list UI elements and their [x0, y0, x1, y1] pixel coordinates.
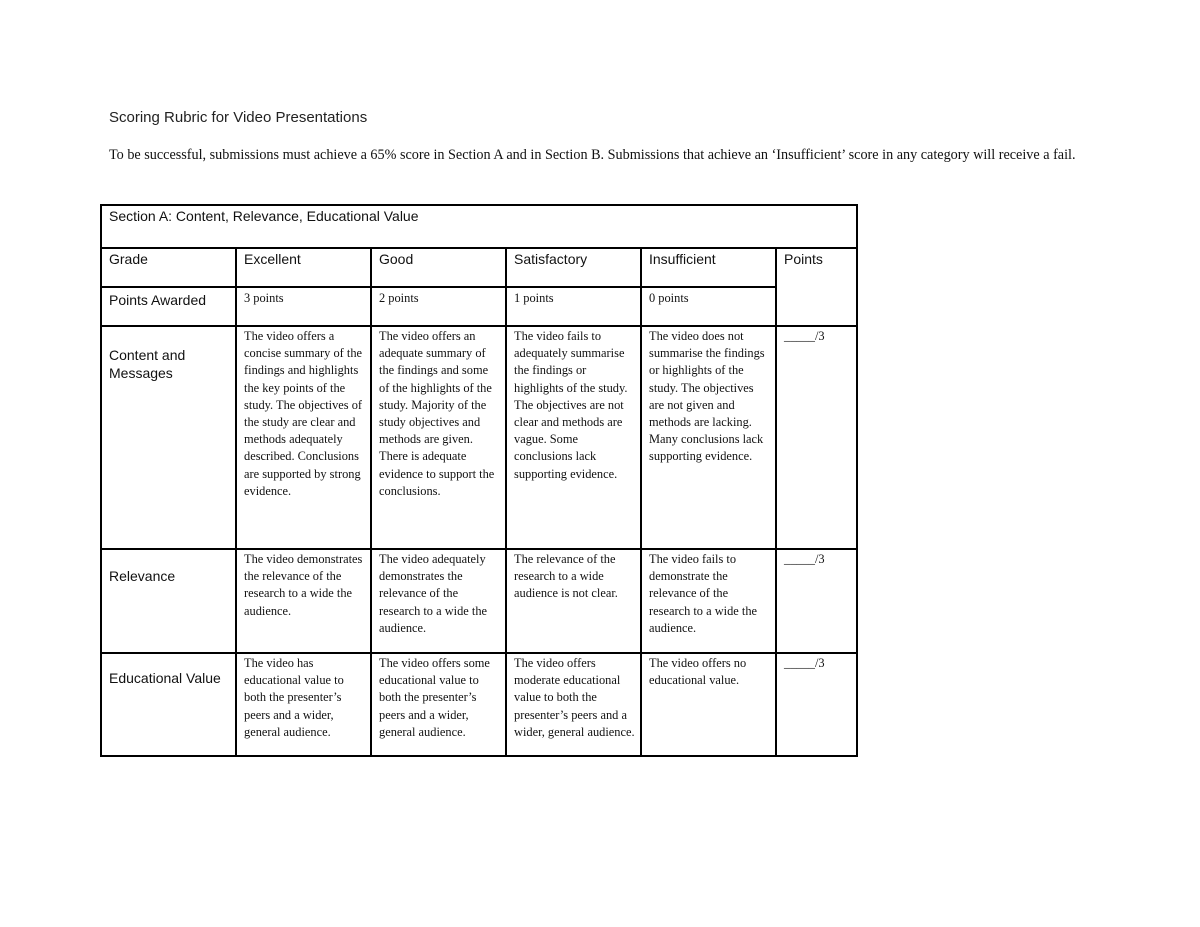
intro-paragraph: To be successful, submissions must achieve a 65% score in Section A and in Section B. Submissions that achieve an ‘Insufficient’ score in any category will receive a fail.: [109, 147, 1076, 163]
criterion-relevance: Relevance: [101, 549, 236, 653]
points-excellent: 3 points: [236, 287, 371, 326]
cell-insufficient: The video does not summarise the findings or highlights of the study. The objectives are not given and methods are lacking. Many conclusions lack supporting evidence.: [641, 326, 776, 549]
points-awarded-row: [101, 287, 857, 326]
header-satisfactory: Satisfactory: [506, 248, 641, 287]
cell-satisfactory: The video offers moderate educational value to both the presenter’s peers and a wider, general audience.: [506, 653, 641, 756]
cell-insufficient: The video offers no educational value.: [641, 653, 776, 756]
cell-excellent: The video demonstrates the relevance of the research to a wide the audience.: [236, 549, 371, 653]
points-input-educational[interactable]: _____/3: [776, 653, 857, 756]
header-insufficient: Insufficient: [641, 248, 776, 287]
cell-insufficient: The video fails to demonstrate the relevance of the research to a wide the audience.: [641, 549, 776, 653]
grade-header-row: [101, 248, 857, 287]
section-title: Section A: Content, Relevance, Educational Value: [101, 205, 857, 248]
document-title: Scoring Rubric for Video Presentations: [109, 109, 368, 126]
cell-satisfactory: The video fails to adequately summarise the findings or highlights of the study. The objectives are not clear and methods are vague. Some conclusions lack supporting evidence.: [506, 326, 641, 549]
header-grade: Grade: [101, 248, 236, 287]
table-row: [101, 549, 857, 653]
header-good: Good: [371, 248, 506, 287]
points-good: 2 points: [371, 287, 506, 326]
table-row: [101, 653, 857, 756]
points-input-content[interactable]: _____/3: [776, 326, 857, 549]
points-insufficient: 0 points: [641, 287, 776, 326]
header-excellent: Excellent: [236, 248, 371, 287]
cell-good: The video adequately demonstrates the relevance of the research to a wide the audience.: [371, 549, 506, 653]
points-input-relevance[interactable]: _____/3: [776, 549, 857, 653]
cell-good: The video offers some educational value to both the presenter’s peers and a wider, general audience.: [371, 653, 506, 756]
cell-satisfactory: The relevance of the research to a wide audience is not clear.: [506, 549, 641, 653]
criterion-educational-value: Educational Value: [101, 653, 236, 756]
criterion-content-messages: Content and Messages: [101, 326, 236, 549]
cell-excellent: The video offers a concise summary of the findings and highlights the key points of the study. The objectives of the study are clear and methods adequately described. Conclusions are supported by strong evidence.: [236, 326, 371, 549]
cell-excellent: The video has educational value to both the presenter’s peers and a wider, general audience.: [236, 653, 371, 756]
cell-good: The video offers an adequate summary of the findings and some of the highlights of the study. Majority of the study objectives and methods are given. There is adequate evidence to support the conclusions.: [371, 326, 506, 549]
table-row: [101, 326, 857, 549]
section-header-row: [101, 205, 857, 248]
points-satisfactory: 1 points: [506, 287, 641, 326]
rubric-table: [100, 204, 858, 757]
points-awarded-label: Points Awarded: [101, 287, 236, 326]
header-points: Points: [776, 248, 857, 326]
